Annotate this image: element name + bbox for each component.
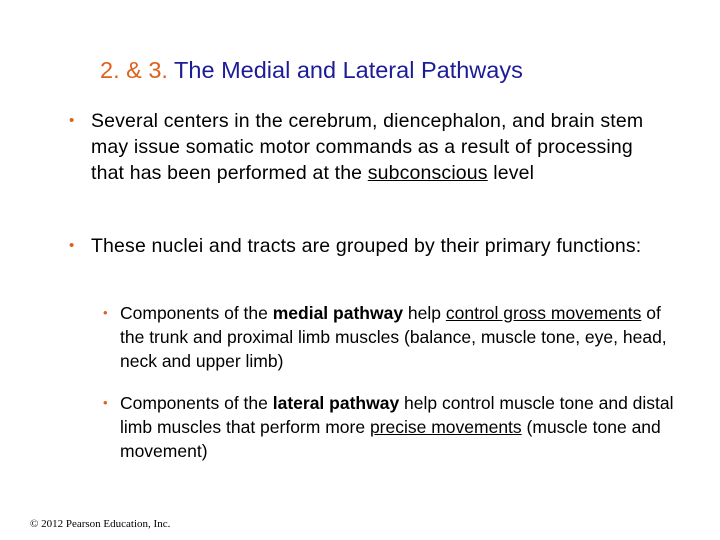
sub-bullet-1-t3: of the trunk and proximal limb muscles (balance, muscle tone, eye, head, neck and upper limb) [120,303,667,371]
sub-bullet-dot-icon: • [103,395,108,410]
bullet-1-text-before: Several centers in the cerebrum, diencephalon, and brain stem may issue somatic motor commands as a result of processing that has been performed at the [91,110,644,184]
sub-bullet-medial-pathway [103,301,680,373]
sub-bullet-dot-icon: • [103,305,108,320]
sub-bullet-1-bold: medial pathway [272,303,404,323]
bullet-dot-icon: • [69,237,75,254]
slide-title [100,54,700,86]
bullet-1-underlined: subconscious [367,162,488,184]
bullet-2-text: These nuclei and tracts are grouped by their primary functions: [91,235,642,257]
sub-bullet-lateral-pathway [103,391,680,463]
bullet-dot-icon: • [69,112,75,129]
bullet-item-2 [69,233,671,259]
slide-title-number: 2. & 3. [100,57,168,83]
sub-bullet-2-t1: Components of the [120,393,273,413]
sub-bullet-2-underlined: precise movements [369,417,522,437]
sub-bullet-2-t2: help control muscle tone and distal limb muscles that perform more [120,393,674,437]
sub-bullet-1-underlined: control gross movements [445,303,642,323]
bullet-1-text-after: level [487,162,535,184]
sub-bullet-1-t2: help [403,303,446,323]
sub-bullet-2-t3: (muscle tone and movement) [120,417,661,461]
sub-bullet-1-t1: Components of the [120,303,273,323]
copyright-notice: © 2012 Pearson Education, Inc. [30,518,171,530]
bullet-item-1 [69,108,671,186]
slide-title-text: The Medial and Lateral Pathways [174,57,523,83]
sub-bullet-2-bold: lateral pathway [272,393,400,413]
